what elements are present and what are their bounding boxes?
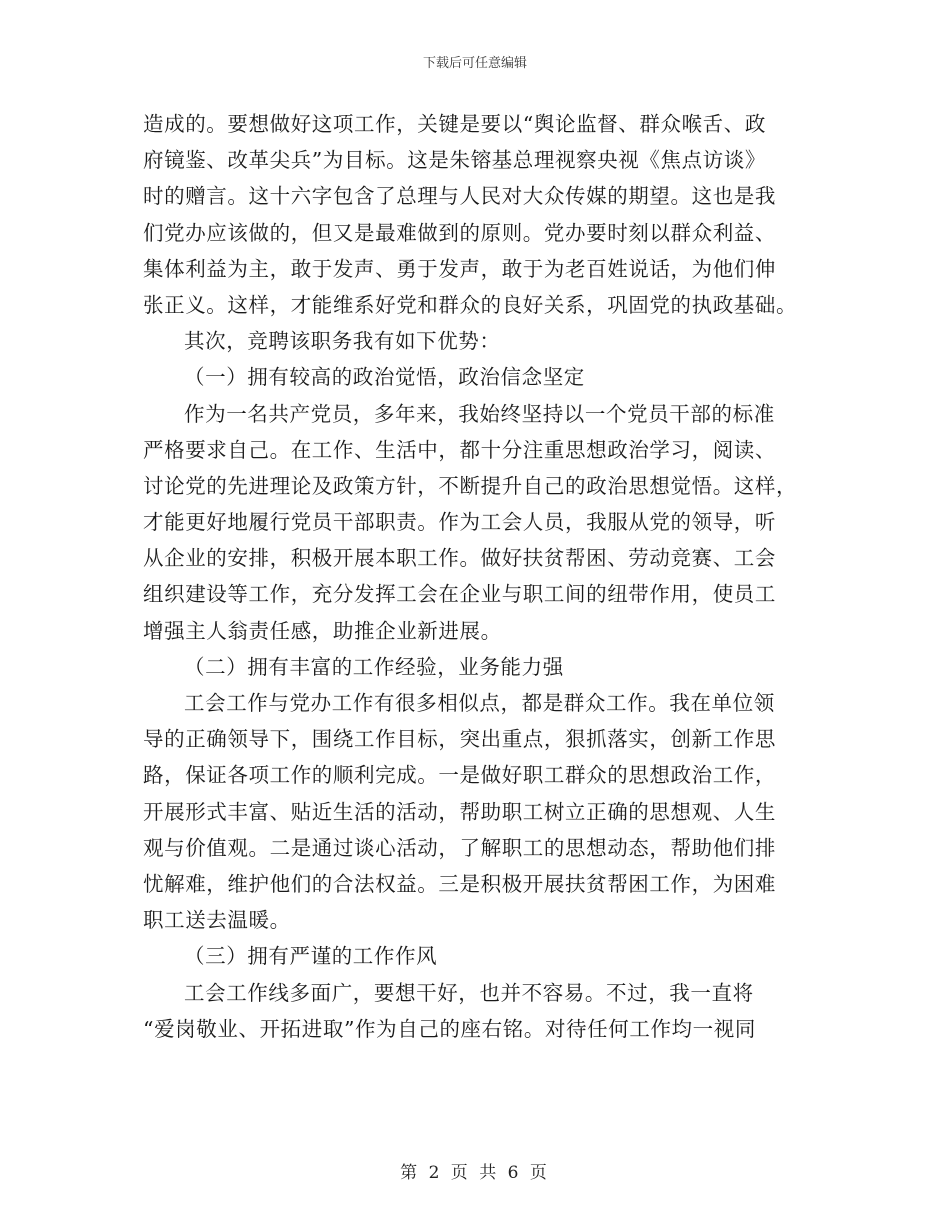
section-heading-3: （三）拥有严谨的工作作风	[184, 944, 438, 969]
body-line: 时的赠言。这十六字包含了总理与人民对大众传媒的期望。这也是我	[143, 184, 776, 209]
paragraph-start-line: 其次，竞聘该职务我有如下优势：	[184, 329, 501, 354]
section-heading-1: （一）拥有较高的政治觉悟，政治信念坚定	[184, 365, 585, 390]
paragraph-start-line: 工会工作线多面广，要想干好，也并不容易。不过，我一直将	[184, 980, 754, 1005]
page-number-footer: 第 2 页 共 6 页	[400, 1163, 550, 1183]
body-line: 忧解难，维护他们的合法权益。三是积极开展扶贫帮困工作，为困难	[143, 871, 776, 896]
body-line: 严格要求自己。在工作、生活中，都十分注重思想政治学习，阅读、	[143, 437, 776, 462]
body-line: 们党办应该做的，但又是最难做到的原则。党办要时刻以群众利益、	[143, 220, 776, 245]
page-header: 下载后可任意编辑	[422, 56, 527, 71]
body-line: 观与价值观。二是通过谈心活动，了解职工的思想动态，帮助他们排	[143, 835, 776, 860]
paragraph-start-line: 作为一名共产党员，多年来，我始终坚持以一个党员干部的标准	[184, 401, 775, 426]
section-heading-2: （二）拥有丰富的工作经验，业务能力强	[184, 654, 564, 679]
body-line: 路，保证各项工作的顺利完成。一是做好职工群众的思想政治工作，	[143, 763, 776, 788]
paragraph-start-line: 工会工作与党办工作有很多相似点，都是群众工作。我在单位领	[184, 691, 775, 715]
body-line: 从企业的安排，积极开展本职工作。做好扶贫帮困、劳动竞赛、工会	[143, 546, 776, 571]
body-line: 府镜鉴、改革尖兵”为目标。这是朱镕基总理视察央视《焦点访谈》	[143, 148, 766, 173]
body-line: 才能更好地履行党员干部职责。作为工会人员，我服从党的领导，听	[143, 510, 776, 535]
body-line: 开展形式丰富、贴近生活的活动，帮助职工树立正确的思想观、人生	[143, 799, 776, 824]
body-line: 组织建设等工作，充分发挥工会在企业与职工间的纽带作用，使员工	[143, 582, 776, 607]
document-body	[143, 106, 813, 1047]
body-line: “爱岗敬业、开拓进取”作为自己的座右铭。对待任何工作均一视同	[143, 1016, 756, 1041]
body-line: 张正义。这样，才能维系好党和群众的良好关系，巩固党的执政基础。	[143, 292, 798, 317]
body-line: 集体利益为主，敢于发声、勇于发声，敢于为老百姓说话，为他们伸	[143, 256, 776, 281]
body-line: 造成的。要想做好这项工作，关键是要以“舆论监督、群众喉舌、政	[143, 112, 766, 136]
body-line: 职工送去温暖。	[143, 908, 291, 933]
body-line: 导的正确领导下，围绕工作目标，突出重点，狠抓落实，创新工作思	[143, 727, 776, 752]
body-line: 讨论党的先进理论及政策方针，不断提升自己的政治思想觉悟。这样，	[143, 473, 798, 498]
body-line: 增强主人翁责任感，助推企业新进展。	[143, 618, 502, 643]
